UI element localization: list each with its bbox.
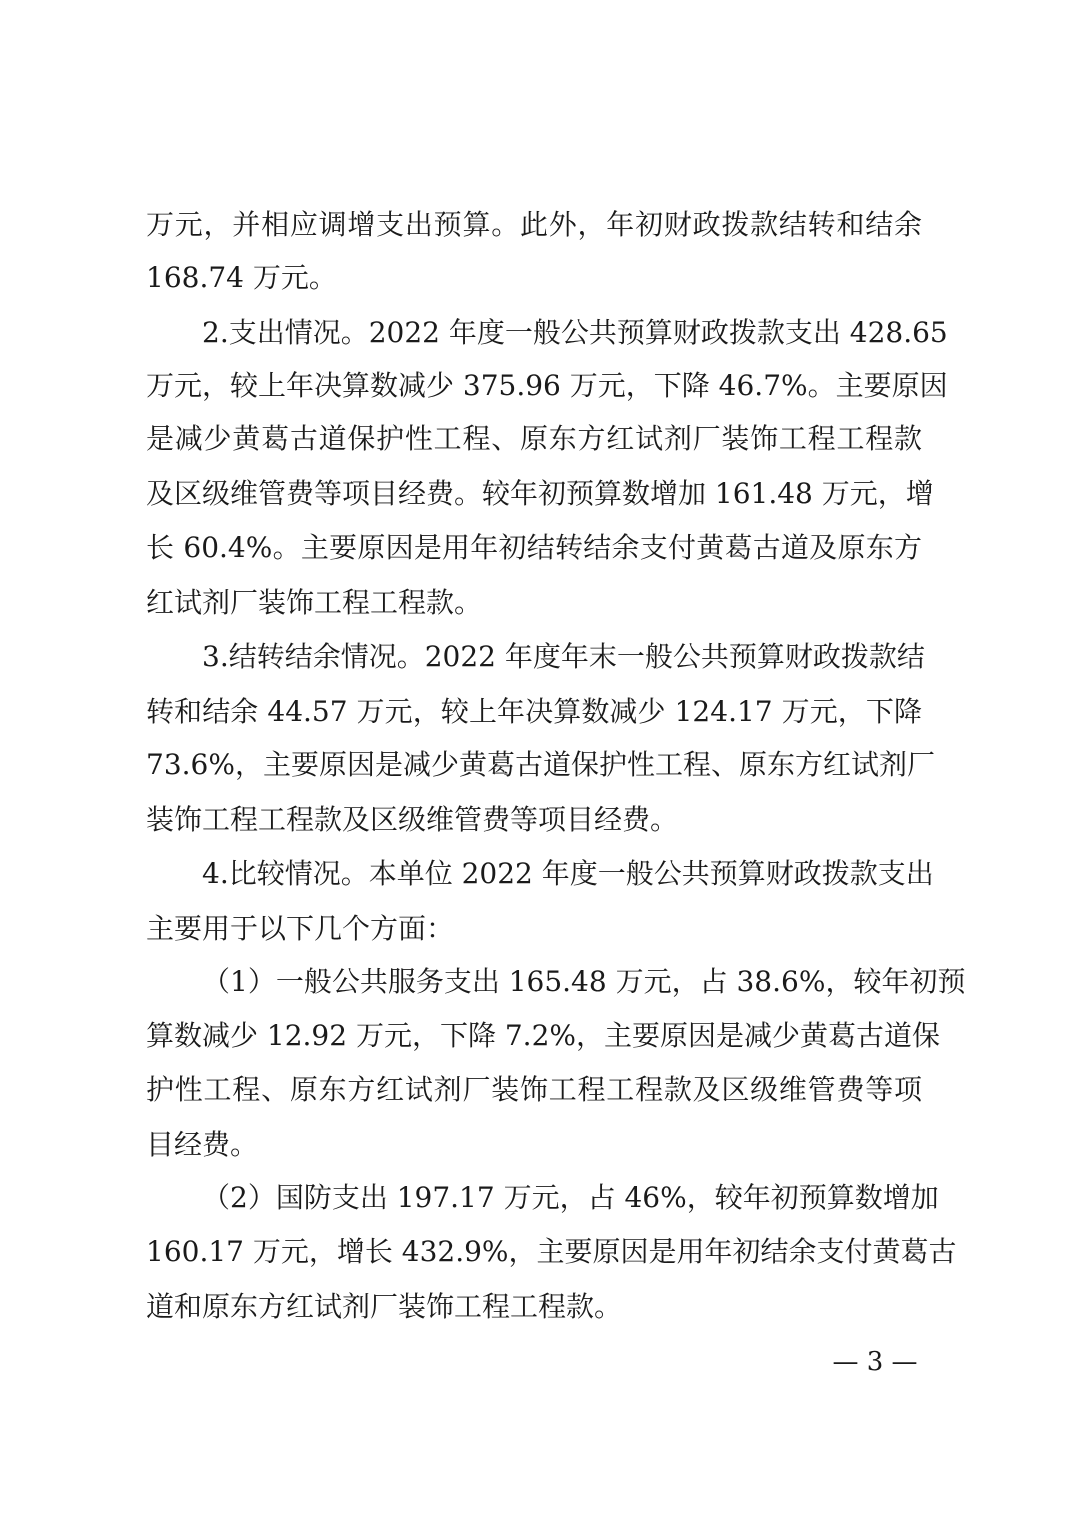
text-line: 万元，并相应调增支出预算。此外，年初财政拨款结转和结余 <box>146 208 922 241</box>
page-number: — 3 — <box>832 1347 918 1377</box>
text-line: 万元，较上年决算数减少 375.96 万元，下降 46.7%。主要原因 <box>146 369 948 402</box>
paragraph-start-line: 2.支出情况。2022 年度一般公共预算财政拨款支出 428.65 <box>202 316 948 349</box>
text-line: 转和结余 44.57 万元，较上年决算数减少 124.17 万元，下降 <box>146 695 922 728</box>
text-line: 道和原东方红试剂厂装饰工程工程款。 <box>146 1290 623 1323</box>
paragraph-start-line: （2）国防支出 197.17 万元，占 46%，较年初预算数增加 <box>202 1181 939 1214</box>
text-line: 目经费。 <box>146 1128 259 1161</box>
text-line: 是减少黄葛古道保护性工程、原东方红试剂厂装饰工程工程款 <box>146 422 922 455</box>
paragraph-start-line: 3.结转结余情况。2022 年度年末一般公共预算财政拨款结 <box>202 640 925 673</box>
text-line: 及区级维管费等项目经费。较年初预算数增加 161.48 万元，增 <box>146 477 934 510</box>
text-line: 装饰工程工程款及区级维管费等项目经费。 <box>146 803 679 836</box>
text-line: 主要用于以下几个方面： <box>146 912 455 945</box>
text-line: 红试剂厂装饰工程工程款。 <box>146 586 483 619</box>
text-line: 护性工程、原东方红试剂厂装饰工程工程款及区级维管费等项 <box>146 1073 922 1106</box>
text-line: 160.17 万元，增长 432.9%，主要原因是用年初结余支付黄葛古 <box>146 1235 957 1268</box>
text-line: 算数减少 12.92 万元，下降 7.2%，主要原因是减少黄葛古道保 <box>146 1019 940 1052</box>
paragraph-start-line: 4.比较情况。本单位 2022 年度一般公共预算财政拨款支出 <box>202 857 934 890</box>
text-line: 168.74 万元。 <box>146 261 337 294</box>
text-line: 长 60.4%。主要原因是用年初结转结余支付黄葛古道及原东方 <box>146 531 922 564</box>
paragraph-start-line: （1）一般公共服务支出 165.48 万元，占 38.6%，较年初预 <box>202 965 966 998</box>
text-line: 73.6%，主要原因是减少黄葛古道保护性工程、原东方红试剂厂 <box>146 748 935 781</box>
